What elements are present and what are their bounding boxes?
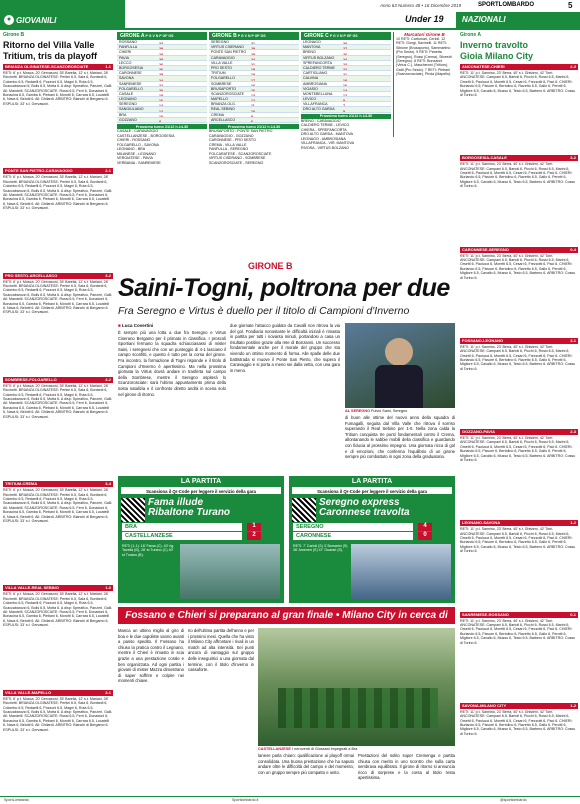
next-match: MILANESE - LEGNANO xyxy=(117,151,156,156)
team-points: 21 xyxy=(343,73,347,77)
result-report: RETI: 6' p.t. Mosca, 20' Gervasoni, 35' Barella, 12' s.t. Mariani, 28' Ricchetti. BRIANZA OLGINATESE: Pertini 6.5, Sala 6, Bonfanti 6, Colombo 6.5, Redaelli 6, Pozzoni 6.5, Magni 6, Rota 6.5, Scaccabarozzi 6, Bolis 6.5, Motta 6. A disp: Spreafico, Panzeri, Galli. All: Mandelli. SCANZOROSCIATE: Rossi 6.5, Ferri 6, Donadoni 6, Bonacina 6.5, Gamba 6, Plebani 6, Morotti 6, Carrara 6.5, Locatelli 6, Nava 6, Belotti 6. All: Ghilardi. ARBITRO: Bianchi di Bergamo 6. ESPULSI: 33' s.t. Gervasoni. xyxy=(3,488,113,523)
result-bar xyxy=(460,703,578,709)
team-points: 25 xyxy=(159,73,163,77)
left-girone-label: Girone B xyxy=(3,32,25,38)
team-points: 6 xyxy=(251,120,253,123)
result-report: RETI: 11' p.t. Sannino, 23' Berra, 40' s.t. Ghisleni, 42' Torri. ANCONATESE: Campani 6.5, Bartoli 6, Picchi 6, Rossi 6.5, Marini 6, Orsetti 6, Paolucci 6, Moretti 6.5, Cesari 6, Frezzotti 6, Paci 6. CHIERI: Burlando 6.5, Fissore 6, Bertolino 6, Ravetto 6.5, Gallo 6, Perotti 6, Migliore 6.5, Cavallo 6, Musso 6, Tesio 6.5, Barbero 6. ARBITRO: Cossu di Torino 6. xyxy=(460,71,576,98)
marcatori-box xyxy=(393,32,453,137)
qr-instruction-1: Scansiona il Qr-Code per leggere il servizio della gara xyxy=(120,486,282,495)
team-points: 24 xyxy=(343,57,347,61)
team-photo-feature xyxy=(258,628,455,746)
next-match: CASALE - CARAVAGGIO xyxy=(117,129,159,133)
article-byline xyxy=(118,323,153,328)
team-points: 8 xyxy=(251,114,253,118)
result-score: 1-0 xyxy=(105,585,111,591)
team-name: SANGIULIANO xyxy=(119,107,144,112)
result-match: BRIANZA OLGINATESE-SCANZOROSCIATE xyxy=(5,64,89,69)
team-points: 17 xyxy=(251,78,255,82)
result-report: RETI: 6' p.t. Mosca, 20' Gervasoni, 35' Barella, 12' s.t. Mariani, 28' Ricchetti. BRIANZA OLGINATESE: Pertini 6.5, Sala 6, Bonfanti 6, Colombo 6.5, Redaelli 6, Pozzoni 6.5, Magni 6, Rota 6.5, Scaccabarozzi 6, Bolis 6.5, Motta 6. A disp: Spreafico, Panzeri, Galli. All: Mandelli. SCANZOROSCIATE: Rossi 6.5, Ferri 6, Donadoni 6, Bonacina 6.5, Gamba 6, Plebani 6, Morotti 6, Carrara 6.5, Locatelli 6, Nava 6, Belotti 6. All: Ghilardi. ARBITRO: Bianchi di Bergamo 6. ESPULSI: 33' s.t. Gervasoni. xyxy=(3,696,113,732)
team-name: CARONNESE xyxy=(119,71,142,76)
pen-icon: ■ xyxy=(118,323,122,328)
right-headline-2: Gioia Milano City xyxy=(460,51,534,61)
team-name: SCANZOROSCIATE xyxy=(211,91,245,96)
team-points: 29 xyxy=(159,47,163,51)
standings-header xyxy=(117,32,207,40)
result-score: 0-1 xyxy=(570,611,576,617)
team-points: 29 xyxy=(251,47,255,51)
article-col-3: di buon alle ottime del nuovo anno della squadra di Fumagalli, seguita dal Villa Valle che ritrova il sorriso superando il Real Sebino per 1-0. Nella zona calda la Tritium conquista tre punti fondamentali contro il Crema, allontanando le sabbie mobili della classifica e guardando con fiducia al prossimo impegno. Una giornata ricca di gol e di emozioni, che conferma l'equilibrio di un girone sempre più combattuto in ogni zona della graduatoria. xyxy=(345,415,455,460)
left-headline-1: Ritorno del Villa Valle xyxy=(3,40,95,50)
result-report: RETI: 11' p.t. Sannino, 23' Berra, 40' s.t. Ghisleni, 42' Torri. ANCONATESE: Campani 6.5, Bartoli 6, Picchi 6, Rossi 6.5, Marini 6, Orsetti 6, Paolucci 6, Moretti 6.5, Cesari 6, Frezzotti 6, Paci 6. CHIERI: Burlando 6.5, Fissore 6, Bertolino 6, Ravetto 6.5, Gallo 6, Perotti 6, Migliore 6.5, Cavallo 6, Musso 6, Tesio 6.5, Barbero 6. ARBITRO: Cossu di Torino 6. xyxy=(460,162,576,189)
partita-label-2: LA PARTITA xyxy=(351,478,393,485)
result-match: FOSSANO-LEGNANO xyxy=(462,337,504,343)
result-bar xyxy=(3,481,113,487)
team-points: 10 xyxy=(159,114,163,118)
result-match: SOMBRESE-FOLGARELLO xyxy=(5,376,57,382)
team-name: REAL SEBINO xyxy=(211,107,235,112)
result-match: LEGNANO-SAVONA xyxy=(462,520,501,526)
footer-center[interactable]: Sportlombardo.it xyxy=(232,798,259,802)
team-points: 19 xyxy=(251,68,255,72)
next-match: FANFULLA - SEREGNO xyxy=(209,147,249,151)
result-bar xyxy=(3,377,113,383)
feature-photo-label: CASTELLANZESE xyxy=(258,747,291,751)
team-name: FOLGARELLO xyxy=(211,76,235,81)
team-name: MANTOVA xyxy=(303,45,321,50)
result-match: PONTE SAN PIETRO-CARAVAGGIO xyxy=(5,168,73,174)
team-points: 7 xyxy=(343,104,345,108)
footer-right[interactable]: @sportlombardo xyxy=(500,798,527,802)
next-match: CREMA - VILLA VALLE xyxy=(209,142,247,147)
team-name: BRUSAPORTO xyxy=(211,86,237,91)
feature-col-3: laniere parla chiaro: qualificazione ai playoff ormai consolidata. Una buona prestazione che ha saputo andare oltre le difficoltà del campo e del momento, con un gruppo sempre più compatto e unito. xyxy=(258,753,354,775)
next-match: VILLAFRANCA - VIR. MANTOVA xyxy=(301,141,354,146)
team-points: 24 xyxy=(251,57,255,61)
team-name: ROSSANO xyxy=(119,40,137,44)
team-points: 16 xyxy=(159,99,163,103)
result-report: RETI: 6' p.t. Mosca, 20' Gervasoni, 35' Barella, 12' s.t. Mariani, 28' Ricchetti. BRIANZA OLGINATESE: Pertini 6.5, Sala 6, Bonfanti 6, Colombo 6.5, Redaelli 6, Pozzoni 6.5, Magni 6, Rota 6.5, Scaccabarozzi 6, Bolis 6.5, Motta 6. A disp: Spreafico, Panzeri, Galli. All: Mandelli. SCANZOROSCIATE: Rossi 6.5, Ferri 6, Donadoni 6, Bonacina 6.5, Gamba 6, Plebani 6, Morotti 6, Carrara 6.5, Locatelli 6, Nava 6, Belotti 6. All: Ghilardi. ARBITRO: Bianchi di Bergamo 6. ESPULSI: 33' s.t. Gervasoni. xyxy=(3,592,113,628)
team-name: CALVINA xyxy=(303,76,319,81)
standings-cols: P G V N P GF GS xyxy=(236,34,266,38)
feature-col-1: Manca un ultimo miglio al giro di boa e le due capoliste vanno avanti a passo spedito. Il Fossano ha chiuso la pratica contro il Legnano, mentre il Chieri è rimasto in scia grazie a una prestazione corale e ben organizzata. Ad ogni partita i giovani di mister Mazza dimostrano di saper soffrire e colpire nei momenti chiave. xyxy=(118,628,184,684)
team-name: PAVIA xyxy=(119,55,130,60)
team-name: LEVICO xyxy=(303,97,317,102)
team-name: MONTEBELLUNA xyxy=(303,91,333,96)
team-name: CARTIGLIANO xyxy=(303,71,328,76)
qr-instruction-2: Scansiona il Qr-Code per leggere il servizio della gara xyxy=(291,486,453,495)
players-row xyxy=(278,688,438,728)
result-score: 3-2 xyxy=(570,155,576,161)
coach-face xyxy=(385,338,413,366)
next-match: LEGNANO - BRA xyxy=(117,147,146,151)
result-score: 3-1 xyxy=(570,337,576,343)
team-points: 26 xyxy=(159,62,163,66)
team-1-home: BRA xyxy=(122,523,242,531)
team-name: CASALE xyxy=(119,91,134,96)
next-match: FOLGARELLO - SAVONA xyxy=(117,142,159,147)
result-match: VILLA VALLE-REAL SEBINO xyxy=(5,585,59,591)
team-name: VIRTUS BOLZANO xyxy=(303,55,335,60)
result-score: 3-1 xyxy=(105,689,111,695)
result-match: PRO SESTO-ARCELLASCO xyxy=(5,272,58,278)
next-match: BRUSAPORTO - PONTE SAN PIETRO xyxy=(209,129,273,133)
team-points: 28 xyxy=(159,52,163,56)
section-title: GIOVANILI xyxy=(16,16,57,25)
team-name: ARCELLASCO xyxy=(211,117,236,122)
right-headline-1: Inverno travolto xyxy=(460,40,529,50)
result-bar xyxy=(3,585,113,591)
feature-photo-caption xyxy=(258,747,455,751)
next-match: CHIERA - SPREFANCORTA xyxy=(301,127,347,132)
ball-icon: ● xyxy=(4,15,14,25)
right-section-title: NAZIONALI xyxy=(462,15,506,24)
team-name: VILLAFRANCA xyxy=(303,102,328,107)
team-points: 5 xyxy=(343,109,345,113)
result-score: 0-4 xyxy=(570,246,576,252)
coach-photo xyxy=(345,323,455,408)
partita-note-2: RETI: 7' Carioli (S) 3' Borsarini (S) 36' Ameneri (S) 47' Guarari (S). xyxy=(293,544,348,553)
result-score: 3-2 xyxy=(105,272,111,278)
result-bar xyxy=(460,64,578,70)
next-match: CARONNESE - PRO SESTO xyxy=(209,138,256,142)
feature-col-2: rio dell'ultima partita dell'anno e per i prossimi mesi. Quella che ha visto il Milano City affrontare i rivali in un match ad alta intensità. Sei punti ancora di vantaggio sul gruppo delle inseguitrici a una giornata dal termine, con il titolo d'inverno in cassaforte. xyxy=(188,628,254,673)
result-bar xyxy=(460,155,578,161)
result-report: RETI: 11' p.t. Sannino, 23' Berra, 40' s.t. Ghisleni, 42' Torri. ANCONATESE: Campani 6.5, Bartoli 6, Picchi 6, Rossi 6.5, Marini 6, Orsetti 6, Paolucci 6, Moretti 6.5, Cesari 6, Frezzotti 6, Paci 6. CHIERI: Burlando 6.5, Fissore 6, Bertolino 6, Ravetto 6.5, Gallo 6, Perotti 6, Migliore 6.5, Cavallo 6, Musso 6, Tesio 6.5, Barbero 6. ARBITRO: Cossu di Torino 6. xyxy=(460,618,576,645)
result-bar xyxy=(3,168,113,174)
table-row xyxy=(209,118,299,123)
team-points: 21 xyxy=(251,62,255,66)
team-points: 12 xyxy=(343,94,347,98)
next-round-label: Prossimo turno 21/12 h.14.30 xyxy=(209,124,299,129)
result-match: ANCONATESE-CHIERI xyxy=(462,64,505,69)
result-report: RETI: 6' p.t. Mosca, 20' Gervasoni, 35' Barella, 12' s.t. Mariani, 28' Ricchetti. BRIANZA OLGINATESE: Pertini 6.5, Sala 6, Bonfanti 6, Colombo 6.5, Redaelli 6, Pozzoni 6.5, Magni 6, Rota 6.5, Scaccabarozzi 6, Bolis 6.5, Motta 6. A disp: Spreafico, Panzeri, Galli. All: Mandelli. SCANZOROSCIATE: Rossi 6.5, Ferri 6, Donadoni 6, Bonacina 6.5, Gamba 6, Plebani 6, Morotti 6, Carrara 6.5, Locatelli 6, Nava 6, Belotti 6. All: Ghilardi. ARBITRO: Bianchi di Bergamo 6. ESPULSI: 33' s.t. Gervasoni. xyxy=(3,175,113,211)
team-points: 33 xyxy=(159,42,163,46)
team-name: CHIERI xyxy=(119,50,132,55)
article-girone-label: GIRONE B xyxy=(248,261,293,271)
next-match: CHIERI - ROSSANO xyxy=(117,138,151,142)
result-bar xyxy=(460,612,578,618)
byline-text: Luca Covertini xyxy=(121,323,154,328)
result-match: TRITIUM-CREMA xyxy=(5,481,38,487)
score-2-home: 4 xyxy=(418,523,432,531)
result-bar xyxy=(460,338,578,344)
team-points: 30 xyxy=(343,42,347,46)
result-bar xyxy=(3,64,113,70)
partita-box-2 xyxy=(289,476,455,603)
footer xyxy=(0,796,580,804)
team-name: GOZZANO xyxy=(119,117,137,122)
result-bar xyxy=(460,429,578,435)
result-score: 1-2 xyxy=(570,520,576,526)
result-score: 1-2 xyxy=(570,702,576,708)
team-name: CARAVAGGIO xyxy=(211,55,235,60)
photo-caption xyxy=(345,409,455,413)
standings-table xyxy=(301,32,391,150)
team-points: 23 xyxy=(343,62,347,66)
next-match: VERBANIA - SANREMESE xyxy=(117,160,161,165)
standings-header xyxy=(301,32,391,40)
standings-cols: P G V N P GF GS xyxy=(144,34,174,38)
next-match: SCANZOROSCIATE - SEREGNO xyxy=(209,160,264,165)
team-name: AMBROSIANA xyxy=(303,81,327,86)
page-number: 5 xyxy=(568,1,573,10)
next-match: VIRTUS CISERANO - SOMBRESE xyxy=(209,156,266,160)
team-points: 31 xyxy=(251,42,255,46)
category-title: Under 19 xyxy=(405,14,444,24)
standings-header xyxy=(209,32,299,40)
standings-table xyxy=(209,32,299,165)
feature-photo-caption-text: I neroverdi di Giussani impegnati a Bra xyxy=(291,747,358,751)
result-match: BORGOSESIA-CASALE xyxy=(462,155,507,161)
footer-left: SportLombardo xyxy=(4,798,29,802)
team-name: SANREMESE xyxy=(119,81,142,86)
header-divider xyxy=(0,28,580,30)
brand-logo: SPORTLOMBARDO xyxy=(478,2,534,8)
result-match: CARONNESE-SEREGNO xyxy=(462,246,509,252)
team-points: 11 xyxy=(251,104,255,108)
team-name: SPREFANCORTA xyxy=(303,60,333,65)
result-report: RETI: 6' p.t. Mosca, 20' Gervasoni, 35' Barella, 12' s.t. Mariani, 28' Ricchetti. BRIANZA OLGINATESE: Pertini 6.5, Sala 6, Bonfanti 6, Colombo 6.5, Redaelli 6, Pozzoni 6.5, Magni 6, Rota 6.5, Scaccabarozzi 6, Bolis 6.5, Motta 6. A disp: Spreafico, Panzeri, Galli. All: Mandelli. SCANZOROSCIATE: Rossi 6.5, Ferri 6, Donadoni 6, Bonacina 6.5, Gamba 6, Plebani 6, Morotti 6, Carrara 6.5, Locatelli 6, Nava 6, Belotti 6. All: Ghilardi. ARBITRO: Bianchi di Bergamo 6. ESPULSI: 33' s.t. Gervasoni. xyxy=(3,383,113,419)
team-points: 14 xyxy=(343,88,347,92)
team-name: SAVONA xyxy=(119,76,134,81)
team-points: 8 xyxy=(159,120,161,123)
feature-col-4: Prestazioni del solito super Cremenga e partita chiusa con merito in uno scontro che sulla carta sembrava equilibrato. Il girone di ritorno si annuncia ricco di sorprese e la corsa al titolo resta apertissima. xyxy=(358,753,455,781)
team-2-home: SEREGNO xyxy=(293,523,413,531)
team-name: CALDIERO TERME xyxy=(303,65,335,70)
team-points: 28 xyxy=(159,57,163,61)
team-name: VILLA VALLE xyxy=(211,60,233,65)
photo-caption-text: Fulvio Saini, Seregno xyxy=(371,409,408,413)
team-name: BRIANZA OLG. xyxy=(211,102,236,107)
team-name: LEGNAGO xyxy=(303,40,321,44)
result-score: 1-1 xyxy=(105,64,111,69)
partita-note-1: RETI (1-1): 18' Fama (C), 43' rig. Tavella (B), 28' st Turano (C) 40' st Turano (B). xyxy=(122,544,175,557)
team-name: LEGNANO xyxy=(119,97,137,102)
next-match: BRENO - CARAVAGGIO xyxy=(301,118,341,123)
marcatori-title: Marcatori Girone B xyxy=(404,32,445,37)
next-match: CARAVAGGIO - GOZZANO xyxy=(209,133,254,138)
team-points: 18 xyxy=(159,94,163,98)
next-match: FOLCARATESE - SCANZOROSCIATE xyxy=(209,151,272,156)
standings-label: GIRONE A xyxy=(120,33,145,39)
team-name: FOLGARELLO xyxy=(119,86,143,91)
next-round-label: Prossimo turno 21/12 h.14.30 xyxy=(301,114,391,119)
next-match: CASTELLANZESE - BORGOSESIA xyxy=(117,133,175,138)
team-name: SEREGNO xyxy=(211,40,229,44)
result-match: GOZZANO-PAVIA xyxy=(462,429,495,434)
result-report: RETI: 6' p.t. Mosca, 20' Gervasoni, 35' Barella, 12' s.t. Mariani, 28' Ricchetti. BRIANZA OLGINATESE: Pertini 6.5, Sala 6, Bonfanti 6, Colombo 6.5, Redaelli 6, Pozzoni 6.5, Magni 6, Rota 6.5, Scaccabarozzi 6, Bolis 6.5, Motta 6. A disp: Spreafico, Panzeri, Galli. All: Mandelli. SCANZOROSCIATE: Rossi 6.5, Ferri 6, Donadoni 6, Bonacina 6.5, Gamba 6, Plebani 6, Morotti 6, Carrara 6.5, Locatelli 6, Nava 6, Belotti 6. All: Ghilardi. ARBITRO: Bianchi di Bergamo 6. ESPULSI: 33' s.t. Gervasoni. xyxy=(3,71,113,106)
team-name: PRO SESTO xyxy=(211,65,232,70)
standings-cols: P G V N P GF GS xyxy=(328,34,358,38)
team-name: BRA xyxy=(119,112,127,117)
score-1-home: 1 xyxy=(247,523,261,531)
result-score: 4-2 xyxy=(105,376,111,382)
team-points: 13 xyxy=(251,94,255,98)
table-row xyxy=(117,118,207,123)
result-report: RETI: 11' p.t. Sannino, 23' Berra, 40' s.t. Ghisleni, 42' Torri. ANCONATESE: Campani 6.5, Bartoli 6, Picchi 6, Rossi 6.5, Marini 6, Orsetti 6, Paolucci 6, Moretti 6.5, Cesari 6, Frezzotti 6, Paci 6. CHIERI: Burlando 6.5, Fissore 6, Bertolino 6, Ravetto 6.5, Gallo 6, Perotti 6, Migliore 6.5, Cavallo 6, Musso 6, Tesio 6.5, Barbero 6. ARBITRO: Cossu di Torino 6. xyxy=(460,344,576,371)
team-1-away: CASTELLANZESE xyxy=(122,532,242,540)
team-points: 16 xyxy=(251,83,255,87)
result-report: RETI: 11' p.t. Sannino, 23' Berra, 40' s.t. Ghisleni, 42' Torri. ANCONATESE: Campani 6.5, Bartoli 6, Picchi 6, Rossi 6.5, Marini 6, Orsetti 6, Paolucci 6, Moretti 6.5, Cesari 6, Frezzotti 6, Paci 6. CHIERI: Burlando 6.5, Fissore 6, Bertolino 6, Ravetto 6.5, Gallo 6, Perotti 6, Migliore 6.5, Cavallo 6, Musso 6, Tesio 6.5, Barbero 6. ARBITRO: Cossu di Torino 6. xyxy=(460,253,576,280)
article-col-2: due giornate l'attacco guidato da Cavalli non ritrova la via del gol. Fondiaria nonostante le difficoltà iniziali è rimasta in partita per tutti i novanta minuti, portandosi a casa un risultato positivo grazie alla rete di Bonzanni. Un successo fondamentale anche per il morale del gruppo che sta vivendo un ottimo momento di forma. Alle spalle delle due battistrada si muove il Ponte San Pietro, che supera il Caravaggio e si porta a meno sei dalla vetta, con una gara in meno. xyxy=(230,323,340,373)
partita-title-1: Fama illude Ribaltone Turano xyxy=(148,497,231,518)
team-2-away: CARONNESE xyxy=(293,532,413,540)
next-match: DRO ALTO GARDA - MANTOVA xyxy=(301,132,354,137)
team-name: FANFULLA xyxy=(119,45,138,50)
team-points: 22 xyxy=(159,83,163,87)
result-match: SANREMESE-ROSSANO xyxy=(462,611,509,617)
team-points: 16 xyxy=(251,88,255,92)
team-points: 24 xyxy=(159,78,163,82)
result-report: RETI: 11' p.t. Sannino, 23' Berra, 40' s.t. Ghisleni, 42' Torri. ANCONATESE: Campani 6.5, Bartoli 6, Picchi 6, Rossi 6.5, Marini 6, Orsetti 6, Paolucci 6, Moretti 6.5, Cesari 6, Frezzotti 6, Paci 6. CHIERI: Burlando 6.5, Fissore 6, Bertolino 6, Ravetto 6.5, Gallo 6, Perotti 6, Migliore 6.5, Cavallo 6, Musso 6, Tesio 6.5, Barbero 6. ARBITRO: Cossu di Torino 6. xyxy=(460,527,576,554)
standings-label: GIRONE B xyxy=(212,33,237,39)
team-points: 26 xyxy=(343,52,347,56)
result-match: VILLA VALLE-MAPELLO xyxy=(5,689,52,695)
right-girone-label: Girone A xyxy=(460,32,481,38)
team-points: 25 xyxy=(251,52,255,56)
standings-table xyxy=(117,32,207,165)
score-2-away: 0 xyxy=(418,532,432,540)
team-points: 10 xyxy=(251,109,255,113)
result-bar xyxy=(460,247,578,253)
team-points: 9 xyxy=(343,99,345,103)
team-name: BRENO xyxy=(303,50,316,55)
team-points: 16 xyxy=(343,83,347,87)
partita-box-1 xyxy=(118,476,284,603)
left-headline-2: Tritium, tris da playoff xyxy=(3,51,98,61)
result-report: RETI: 11' p.t. Sannino, 23' Berra, 40' s.t. Ghisleni, 42' Torri. ANCONATESE: Campani 6.5, Bartoli 6, Picchi 6, Rossi 6.5, Marini 6, Orsetti 6, Paolucci 6, Moretti 6.5, Cesari 6, Frezzotti 6, Paci 6. CHIERI: Burlando 6.5, Fissore 6, Bertolino 6, Ravetto 6.5, Gallo 6, Perotti 6, Migliore 6.5, Cavallo 6, Musso 6, Tesio 6.5, Barbero 6. ARBITRO: Cossu di Torino 6. xyxy=(460,709,576,736)
result-bar xyxy=(460,520,578,526)
result-bar xyxy=(3,690,113,696)
next-match: VERGIATESE - PAVIA xyxy=(117,156,153,160)
issue-info: Anno 63 Numero 48 • 16 Dicembre 2019 xyxy=(380,3,462,8)
qr-code-1[interactable] xyxy=(121,498,145,522)
team-points: 18 xyxy=(251,73,255,77)
partita-label-1: LA PARTITA xyxy=(180,478,222,485)
result-match: SAVONA-MILANO CITY xyxy=(462,702,507,708)
feature-title: Fossano e Chieri si preparano al gran finale • Milano City in cerca di xyxy=(118,607,455,624)
team-name: SOMBRESE xyxy=(211,81,232,86)
team-points: 22 xyxy=(343,68,347,72)
score-1-away: 2 xyxy=(247,532,261,540)
team-points: 20 xyxy=(159,88,163,92)
team-name: MAPELLO xyxy=(211,97,228,102)
marcatori-text: 10 RETI: Carbonari, Cerioli. 12 RETI: Giorgi, Savinelli. 11 RETI: Sibione (Brusaporto), Sammartino (Pro Sesto). 9 RETI: Panetta (Seregno), Rossi (Crema), Silvestri (Seregno). 8 RETI: Bonzanni (Virtus C.), Mascheroni (Tritium), Gatti (Pro Sesto). 7 RETI: Plebani (Scanzorosciate), Pirola (Mapello). xyxy=(396,37,452,77)
article-subtitle: Fra Seregno e Virtus è duello per il titolo di Campioni d'Inverno xyxy=(118,305,410,317)
next-match: CALDIERO TERME - LEVICO xyxy=(301,123,350,128)
team-name: VIGASIO xyxy=(303,86,318,91)
team-photo-1 xyxy=(180,544,280,599)
team-photo-2 xyxy=(351,544,451,599)
table-row xyxy=(301,107,391,112)
next-match: LEGNAGO - AMBROSIANA xyxy=(301,136,346,141)
next-round-label: Prossimo turno 21/12 h.14.30 xyxy=(117,124,207,129)
partita-title-2: Seregno express Caronnese travolta xyxy=(319,497,410,518)
result-score: 3-4 xyxy=(105,481,111,487)
team-points: 18 xyxy=(343,78,347,82)
result-report: RETI: 11' p.t. Sannino, 23' Berra, 40' s.t. Ghisleni, 42' Torri. ANCONATESE: Campani 6.5, Bartoli 6, Picchi 6, Rossi 6.5, Marini 6, Orsetti 6, Paolucci 6, Moretti 6.5, Cesari 6, Frezzotti 6, Paci 6. CHIERI: Burlando 6.5, Fissore 6, Bertolino 6, Ravetto 6.5, Gallo 6, Perotti 6, Migliore 6.5, Cavallo 6, Musso 6, Tesio 6.5, Barbero 6. ARBITRO: Cossu di Torino 6. xyxy=(460,436,576,463)
article-title: Saini-Togni, poltrona per due xyxy=(118,274,450,302)
result-bar xyxy=(3,273,113,279)
photo-caption-label: AL SEREGNO xyxy=(345,409,371,413)
team-name: VIRTUS CISERANO xyxy=(211,45,244,50)
result-report: RETI: 6' p.t. Mosca, 20' Gervasoni, 35' Barella, 12' s.t. Mariani, 28' Ricchetti. BRIANZA OLGINATESE: Pertini 6.5, Sala 6, Bonfanti 6, Colombo 6.5, Redaelli 6, Pozzoni 6.5, Magni 6, Rota 6.5, Scaccabarozzi 6, Bolis 6.5, Motta 6. A disp: Spreafico, Panzeri, Galli. All: Mandelli. SCANZOROSCIATE: Rossi 6.5, Ferri 6, Donadoni 6, Bonacina 6.5, Gamba 6, Plebani 6, Morotti 6, Carrara 6.5, Locatelli 6, Nava 6, Belotti 6. All: Ghilardi. ARBITRO: Bianchi di Bergamo 6. ESPULSI: 33' s.t. Gervasoni. xyxy=(3,279,113,315)
team-name: LECCO xyxy=(119,60,132,65)
qr-code-2[interactable] xyxy=(292,498,316,522)
team-points: 14 xyxy=(159,104,163,108)
team-points: 12 xyxy=(251,99,255,103)
result-score: 2-1 xyxy=(105,168,111,174)
team-name: PONTE SAN PIETRO xyxy=(211,50,247,55)
team-name: TRITIUM xyxy=(211,71,226,76)
team-points: 27 xyxy=(343,47,347,51)
coach-body xyxy=(375,365,423,408)
standings-label: GIRONE C xyxy=(304,33,329,39)
team-name: BORGOSESIA xyxy=(119,65,143,70)
article-col-1: È sempre più una lotta a due fra Seregno e Virtus Ciserano Bergamo per il primato in classifica. I proscoli Sportiani fermano la squadra schiacciasassi di mister Saini, i seregnesi che con un punteggio di 4-1 lasciano il campo sconfitti, e questo è tutto per la corsa del girone. Fra incontro, la formazione di Togni risponde e il titolo di Campioni d'Inverno è apertissimo. Ma nella prossima giornata la Virtus dovrà andare in trasferta sul campo della Sombrese, mentre il Seregno ospiterà lo Scanzorosciate: sarà l'ultimo appuntamento prima della sosta natalizia e il confronto diretto andrà in scena solo nel girone di ritorno. xyxy=(118,330,226,397)
team-name: DRO ALTO GARDA xyxy=(303,107,335,112)
team-name: SEREGNO xyxy=(119,102,137,107)
result-score: 2-3 xyxy=(570,64,576,69)
next-match: RIVOSA - VIRTUS BOLZANO xyxy=(301,145,349,150)
team-points: 12 xyxy=(159,109,163,113)
team-points: 26 xyxy=(159,68,163,72)
team-name: CREMA xyxy=(211,112,224,117)
result-score: 2-3 xyxy=(570,429,576,434)
